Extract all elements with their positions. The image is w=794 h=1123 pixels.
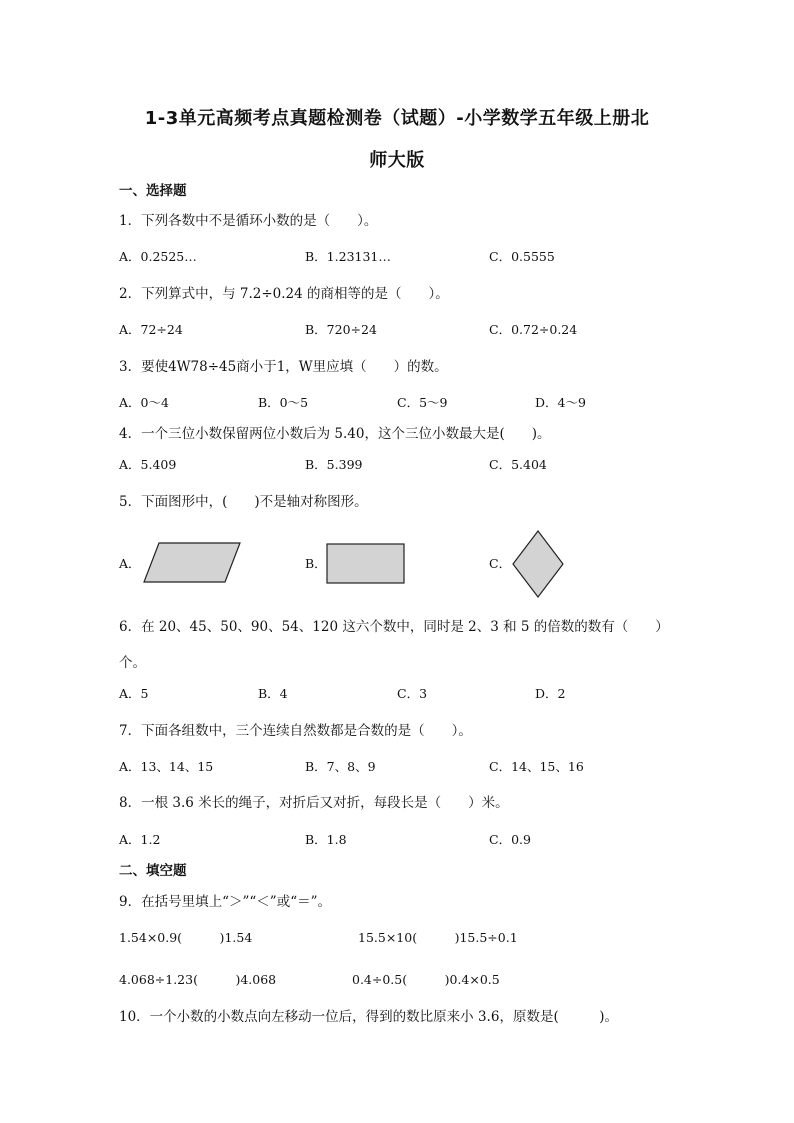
question-2-option-b: B．720÷24 bbox=[305, 322, 377, 337]
question-9-expression-3: 4.068÷1.23( )4.068 bbox=[119, 972, 277, 987]
parallelogram-shape bbox=[144, 543, 240, 582]
worksheet-title-line1: 1-3单元高频考点真题检测卷（试题）-小学数学五年级上册北 bbox=[144, 108, 650, 129]
question-7-option-c: C．14、15、16 bbox=[489, 759, 584, 774]
question-3-option-d: D．4～9 bbox=[535, 395, 586, 410]
question-6-option-a: A．5 bbox=[119, 686, 149, 701]
question-6-option-c: C．3 bbox=[397, 686, 428, 701]
question-9-expression-4: 0.4÷0.5( )0.4×0.5 bbox=[352, 972, 500, 987]
question-4-option-a: A．5.409 bbox=[119, 457, 177, 472]
question-7-stem: 7．下面各组数中，三个连续自然数都是合数的是（ ）。 bbox=[119, 723, 472, 739]
question-3-option-a: A．0～4 bbox=[119, 395, 169, 410]
rectangle-shape bbox=[327, 544, 404, 583]
question-5-stem: 5．下面图形中，( )不是轴对称图形。 bbox=[119, 494, 368, 510]
question-3-option-c: C．5～9 bbox=[397, 395, 448, 410]
question-9-expression-1: 1.54×0.9( )1.54 bbox=[119, 930, 253, 945]
section-heading-choice: 一、选择题 bbox=[119, 183, 187, 199]
question-1-option-c: C．0.5555 bbox=[489, 249, 555, 264]
question-8-option-c: C．0.9 bbox=[489, 832, 531, 847]
question-3-stem: 3．要使4W78÷45商小于1，W里应填（ ）的数。 bbox=[119, 359, 448, 375]
question-1-option-a: A．0.2525… bbox=[119, 249, 197, 264]
question-2-option-c: C．0.72÷0.24 bbox=[489, 322, 578, 337]
section-heading-fill-blank: 二、填空题 bbox=[119, 863, 187, 879]
rhombus-shape bbox=[513, 531, 563, 597]
question-9-stem: 9．在括号里填上“＞”“＜”或“＝”。 bbox=[119, 894, 331, 910]
question-5-option-a: A． bbox=[119, 556, 141, 571]
question-6-stem-continued: 个。 bbox=[119, 655, 146, 671]
question-8-option-b: B．1.8 bbox=[305, 832, 347, 847]
question-9-expression-2: 15.5×10( )15.5÷0.1 bbox=[358, 930, 518, 945]
question-2-stem: 2．下列算式中，与 7.2÷0.24 的商相等的是（ ）。 bbox=[119, 286, 449, 302]
question-6-option-d: D．2 bbox=[535, 686, 566, 701]
question-2-option-a: A．72÷24 bbox=[119, 322, 183, 337]
parallelogram-figure bbox=[143, 542, 243, 584]
worksheet-title-line2: 师大版 bbox=[369, 150, 425, 171]
question-4-stem: 4．一个三位小数保留两位小数后为 5.40，这个三位小数最大是( )。 bbox=[119, 426, 551, 442]
question-1-option-b: B．1.23131… bbox=[305, 249, 391, 264]
question-5-option-c: C． bbox=[489, 556, 512, 571]
question-4-option-c: C．5.404 bbox=[489, 457, 547, 472]
question-6-option-b: B．4 bbox=[258, 686, 288, 701]
question-10-stem: 10．一个小数的小数点向左移动一位后，得到的数比原来小 3.6，原数是( )。 bbox=[119, 1009, 618, 1025]
rhombus-figure bbox=[511, 530, 565, 598]
question-3-option-b: B．0～5 bbox=[258, 395, 309, 410]
question-7-option-b: B．7、8、9 bbox=[305, 759, 376, 774]
question-4-option-b: B．5.399 bbox=[305, 457, 363, 472]
rectangle-figure bbox=[326, 543, 406, 585]
question-7-option-a: A．13、14、15 bbox=[119, 759, 214, 774]
question-6-stem: 6．在 20、45、50、90、54、120 这六个数中，同时是 2、3 和 5 的倍数的数有（ ） bbox=[119, 619, 669, 635]
question-1-stem: 1．下列各数中不是循环小数的是（ ）。 bbox=[119, 213, 378, 229]
question-8-stem: 8．一根 3.6 米长的绳子，对折后又对折，每段长是（ ）米。 bbox=[119, 795, 509, 811]
question-5-option-b: B． bbox=[305, 556, 327, 571]
question-8-option-a: A．1.2 bbox=[119, 832, 161, 847]
